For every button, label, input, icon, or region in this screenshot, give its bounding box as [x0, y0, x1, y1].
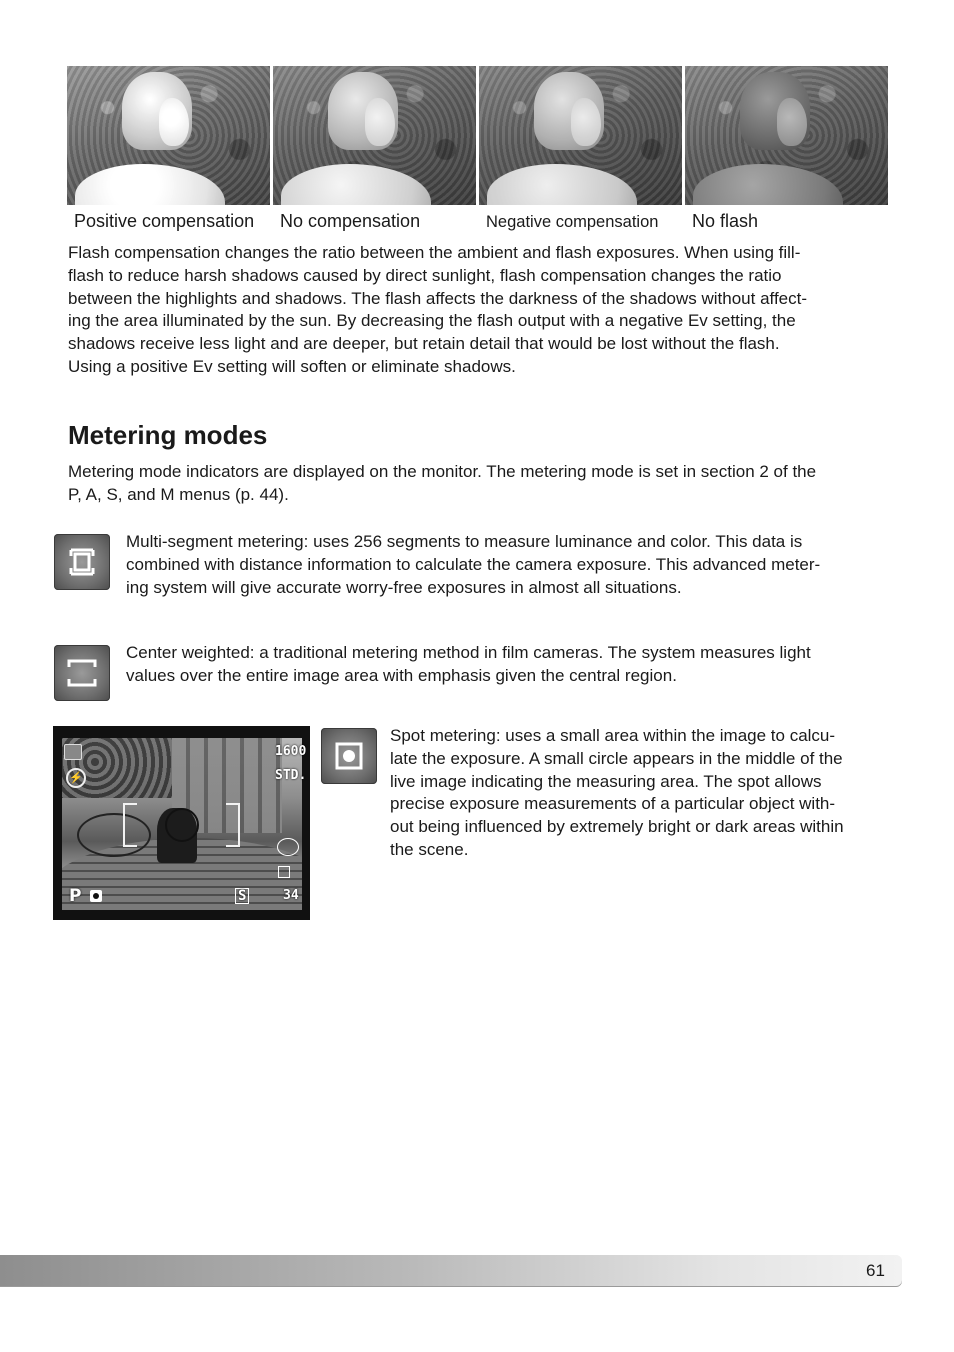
spot-line-2: late the exposure. A small circle appears in the middle of the [390, 748, 843, 768]
caption-negative: Negative compensation [486, 213, 659, 231]
photo-positive-compensation [67, 66, 270, 205]
multi-line-2: combined with distance information to calculate the camera exposure. This advanced meter- [126, 554, 821, 574]
flash-line-2: flash to reduce harsh shadows caused by direct sunlight, flash compensation changes the ratio [68, 265, 782, 285]
shutter-indicator: S [235, 888, 249, 904]
spot-line-1: Spot metering: uses a small area within the image to calcu- [390, 726, 836, 745]
quality-readout: STD. [275, 768, 307, 783]
spot-metering-circle [165, 808, 199, 842]
spot-line-6: the scene. [390, 839, 469, 859]
multi-line-3: ing system will give accurate worry-free exposures in almost all situations. [126, 577, 682, 597]
intro-line-2: P, A, S, and M menus (p. 44). [68, 484, 289, 504]
spot-description [390, 725, 844, 862]
center-line-2: values over the entire image area with emphasis given the central region. [126, 665, 677, 685]
section-intro [68, 461, 816, 507]
focus-frame-left [123, 803, 137, 847]
photo-negative-compensation [479, 66, 682, 205]
focus-frame-right [226, 803, 240, 847]
footer-bar [0, 1255, 902, 1287]
spot-line-3: live image indicating the measuring area. The spot allows [390, 771, 822, 791]
spot-line-4: precise exposure measurements of a particular object with- [390, 794, 836, 814]
photo-no-compensation [273, 66, 476, 205]
caption-no-flash: No flash [692, 211, 759, 231]
page-number: 61 [866, 1261, 885, 1280]
flash-line-5: shadows receive less light and are deeper, but retain detail that would be lost without the flash. [68, 334, 780, 354]
flash-icon: ⚡ [66, 768, 86, 788]
spot-line-5: out being influenced by extremely bright or dark areas within [390, 817, 844, 837]
multi-line-1: Multi-segment metering: uses 256 segments to measure luminance and color. This data is [126, 532, 803, 551]
caption-no-compensation: No compensation [280, 211, 421, 231]
center-weighted-description [126, 642, 811, 688]
flash-line-4: ing the area illuminated by the sun. By decreasing the flash output with a negative Ev setting, the [68, 311, 796, 331]
frame-counter: 34 [283, 888, 299, 903]
center-line-1: Center weighted: a traditional metering method in film cameras. The system measures light [126, 643, 811, 662]
intro-line-1: Metering mode indicators are displayed on the monitor. The metering mode is set in section 2 of the [68, 462, 817, 481]
multi-segment-metering-icon [54, 534, 110, 590]
camera-mode-icon [64, 744, 82, 760]
iso-readout: 1600 [275, 744, 307, 759]
drive-mode-icon [278, 866, 290, 878]
spot-mode-indicator-icon [90, 890, 102, 902]
section-heading: Metering modes [68, 420, 268, 450]
photo-no-flash [685, 66, 888, 205]
center-weighted-metering-icon [54, 645, 110, 701]
spot-metering-icon [321, 728, 377, 784]
flash-line-6: Using a positive Ev setting will soften or eliminate shadows. [68, 356, 516, 376]
flash-paragraph [68, 242, 807, 379]
flash-line-1: Flash compensation changes the ratio between the ambient and flash exposures. When using fill- [68, 243, 801, 262]
exposure-mode-readout: P [69, 886, 82, 906]
caption-positive: Positive compensation [74, 211, 255, 231]
anti-shake-icon [277, 838, 299, 856]
multi-segment-description [126, 531, 820, 599]
flash-line-3: between the highlights and shadows. The flash affects the darkness of the shadows without affect- [68, 288, 808, 308]
